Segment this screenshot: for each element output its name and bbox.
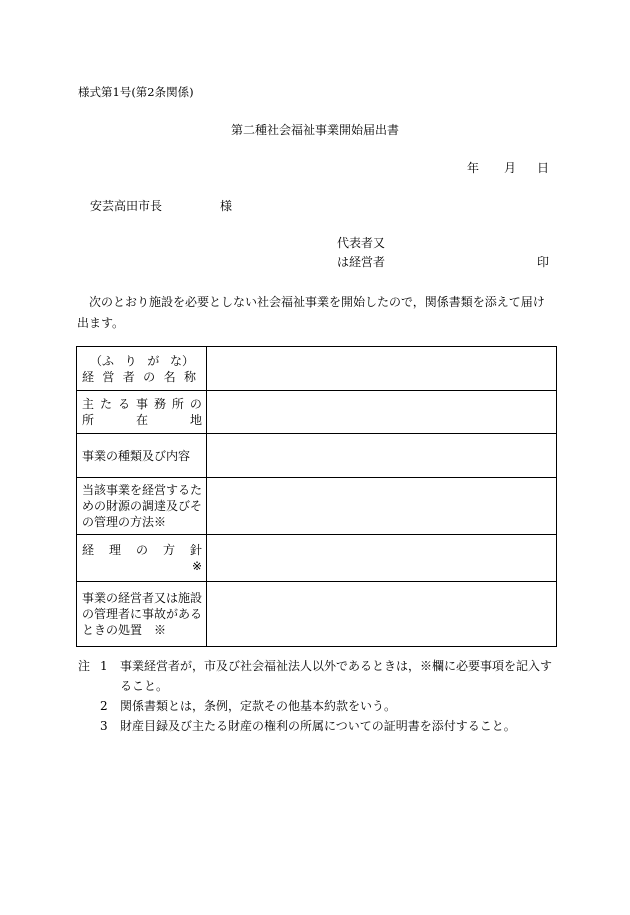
form-number: 様式第1号(第2条関係) <box>78 85 194 99</box>
notes <box>78 656 556 736</box>
note-prefix: 注 <box>78 659 91 673</box>
field-accident-measure[interactable] <box>207 582 557 647</box>
label-office-location <box>77 391 207 434</box>
document-title: 第二種社会福祉事業開始届出書 <box>230 123 399 137</box>
note-text: 事業経営者が，市及び社会福祉法人以外であるときは，※欄に必要事項を記入すること。 <box>120 659 553 693</box>
field-funding-method[interactable] <box>207 478 557 535</box>
label-accounting-policy <box>77 535 207 582</box>
label-accident-measure: 事業の経営者又は施設の管理者に事故があるときの処置 ※ <box>77 582 207 647</box>
representative-line2: は経営者 <box>337 255 386 269</box>
note-text: 財産目録及び主たる財産の権利の所属についての証明書を添付すること。 <box>120 719 516 733</box>
label-operator-name <box>77 347 207 391</box>
note-item <box>78 696 556 716</box>
addressee-name: 安芸高田市長 <box>90 199 163 213</box>
representative-line1: 代表者又 <box>337 236 386 250</box>
table-row <box>77 347 557 391</box>
table-row <box>77 535 557 582</box>
accounting-policy-label: 経 理 の 方 針 <box>82 543 202 557</box>
date-year: 年 <box>467 161 480 175</box>
field-office-location[interactable] <box>207 391 557 434</box>
field-business-type[interactable] <box>207 434 557 478</box>
office-label-line1: 主 た る 事 務 所 の <box>82 397 202 411</box>
label-business-type: 事業の種類及び内容 <box>77 434 207 478</box>
note-number: 2 <box>100 699 108 713</box>
table-row <box>77 391 557 434</box>
addressee-honorific: 様 <box>220 199 233 213</box>
table-row <box>77 434 557 478</box>
addressee <box>90 199 233 213</box>
operator-name-label: 経 営 者 の 名 称 <box>82 369 196 384</box>
note-item <box>78 716 556 736</box>
field-accounting-policy[interactable] <box>207 535 557 582</box>
note-item <box>78 656 556 696</box>
field-operator-name[interactable] <box>207 347 557 391</box>
note-number: 3 <box>100 719 108 733</box>
info-table <box>76 346 557 647</box>
date-month: 月 <box>504 161 517 175</box>
note-number: 1 <box>100 659 108 673</box>
table-row <box>77 582 557 647</box>
date-day: 日 <box>537 161 550 175</box>
label-funding-method: 当該事業を経営するための財源の調達及びその管理の方法※ <box>77 478 207 535</box>
seal-mark: 印 <box>536 255 549 269</box>
representative-block <box>337 237 549 277</box>
table-row <box>77 478 557 535</box>
intro-text: 次のとおり施設を必要としない社会福祉事業を開始したので，関係書類を添えて届け出ます。 <box>77 295 545 330</box>
note-text: 関係書類とは，条例，定款その他基本約款をいう。 <box>120 699 397 713</box>
furigana-label: （ふ り が な） <box>90 353 194 368</box>
office-label-line2: 所 在 地 <box>82 413 202 427</box>
required-mark: ※ <box>191 559 202 573</box>
